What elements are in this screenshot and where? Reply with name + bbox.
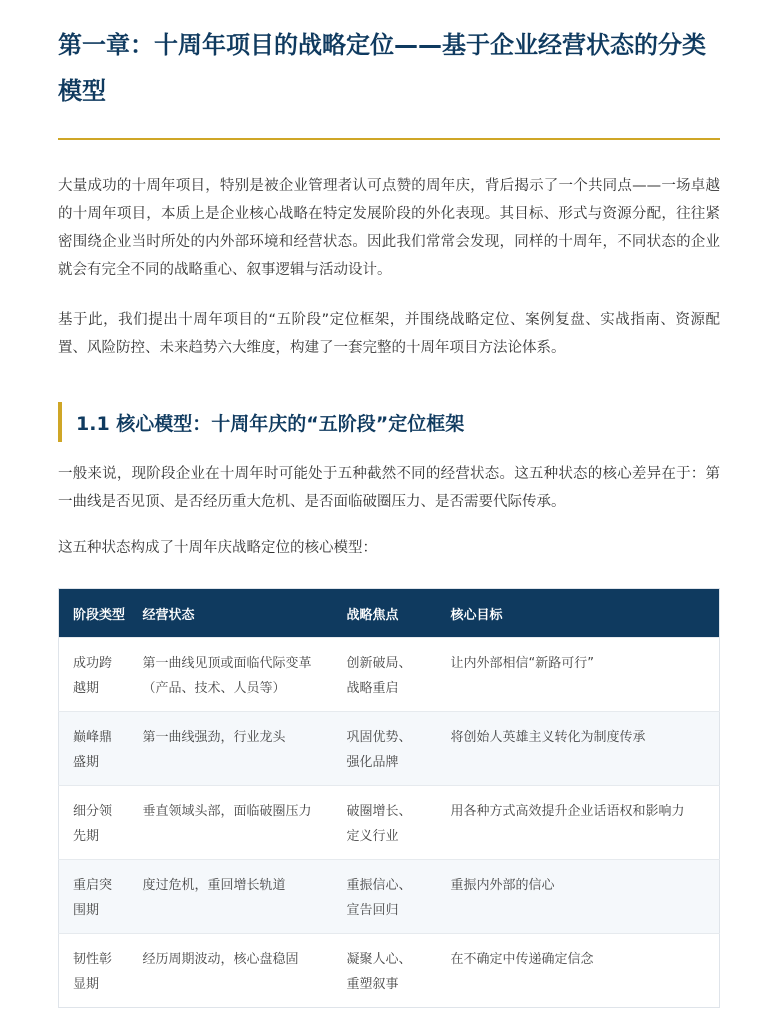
table-row — [59, 860, 720, 934]
table-row — [59, 712, 720, 786]
table-header-row — [59, 589, 720, 638]
cell-goal: 将创始人英雄主义转化为制度传承 — [437, 712, 720, 786]
header-stage-type: 阶段类型 — [59, 589, 129, 638]
cell-stage: 成功跨越期 — [59, 638, 129, 712]
cell-state: 第一曲线见顶或面临代际变革（产品、技术、人员等） — [129, 638, 333, 712]
chapter-title: 第一章：十周年项目的战略定位——基于企业经营状态的分类模型 — [58, 31, 706, 105]
cell-stage: 重启突围期 — [59, 860, 129, 934]
header-core-goal: 核心目标 — [437, 589, 720, 638]
table-row — [59, 934, 720, 1008]
cell-state: 垂直领域头部，面临破圈压力 — [129, 786, 333, 860]
cell-focus: 重振信心、宣告回归 — [333, 860, 437, 934]
title-divider — [58, 138, 720, 140]
section-heading — [58, 402, 720, 442]
cell-focus: 凝聚人心、重塑叙事 — [333, 934, 437, 1008]
header-business-state: 经营状态 — [129, 589, 333, 638]
header-strategic-focus: 战略焦点 — [333, 589, 437, 638]
intro-paragraph-1: 大量成功的十周年项目，特别是被企业管理者认可点赞的周年庆，背后揭示了一个共同点——一场卓越的十周年项目，本质上是企业核心战略在特定发展阶段的外化表现。其目标、形式与资源分配，往往紧密围绕企业当时所处的内外部环境和经营状态。因此我们常常会发现，同样的十周年，不同状态的企业就会有完全不同的战略重心、叙事逻辑与活动设计。 — [58, 178, 720, 278]
cell-focus: 巩固优势、强化品牌 — [333, 712, 437, 786]
cell-stage: 细分领先期 — [59, 786, 129, 860]
cell-goal: 让内外部相信“新路可行” — [437, 638, 720, 712]
table-row — [59, 638, 720, 712]
cell-focus: 破圈增长、定义行业 — [333, 786, 437, 860]
table-row — [59, 786, 720, 860]
cell-goal: 重振内外部的信心 — [437, 860, 720, 934]
stage-table — [58, 588, 720, 1008]
cell-goal: 用各种方式高效提升企业话语权和影响力 — [437, 786, 720, 860]
section-title: 1.1 核心模型：十周年庆的“五阶段”定位框架 — [76, 412, 465, 435]
cell-stage: 韧性彰显期 — [59, 934, 129, 1008]
cell-stage: 巅峰鼎盛期 — [59, 712, 129, 786]
intro-paragraph-2: 基于此，我们提出十周年项目的“五阶段”定位框架，并围绕战略定位、案例复盘、实战指南、资源配置、风险防控、未来趋势六大维度，构建了一套完整的十周年项目方法论体系。 — [58, 312, 720, 356]
cell-focus: 创新破局、战略重启 — [333, 638, 437, 712]
cell-state: 第一曲线强劲，行业龙头 — [129, 712, 333, 786]
section-paragraph-2: 这五种状态构成了十周年庆战略定位的核心模型： — [58, 540, 377, 556]
cell-state: 度过危机，重回增长轨道 — [129, 860, 333, 934]
cell-state: 经历周期波动，核心盘稳固 — [129, 934, 333, 1008]
section-paragraph-1: 一般来说，现阶段企业在十周年时可能处于五种截然不同的经营状态。这五种状态的核心差异在于：第一曲线是否见顶、是否经历重大危机、是否面临破圈压力、是否需要代际传承。 — [58, 466, 720, 510]
cell-goal: 在不确定中传递确定信念 — [437, 934, 720, 1008]
